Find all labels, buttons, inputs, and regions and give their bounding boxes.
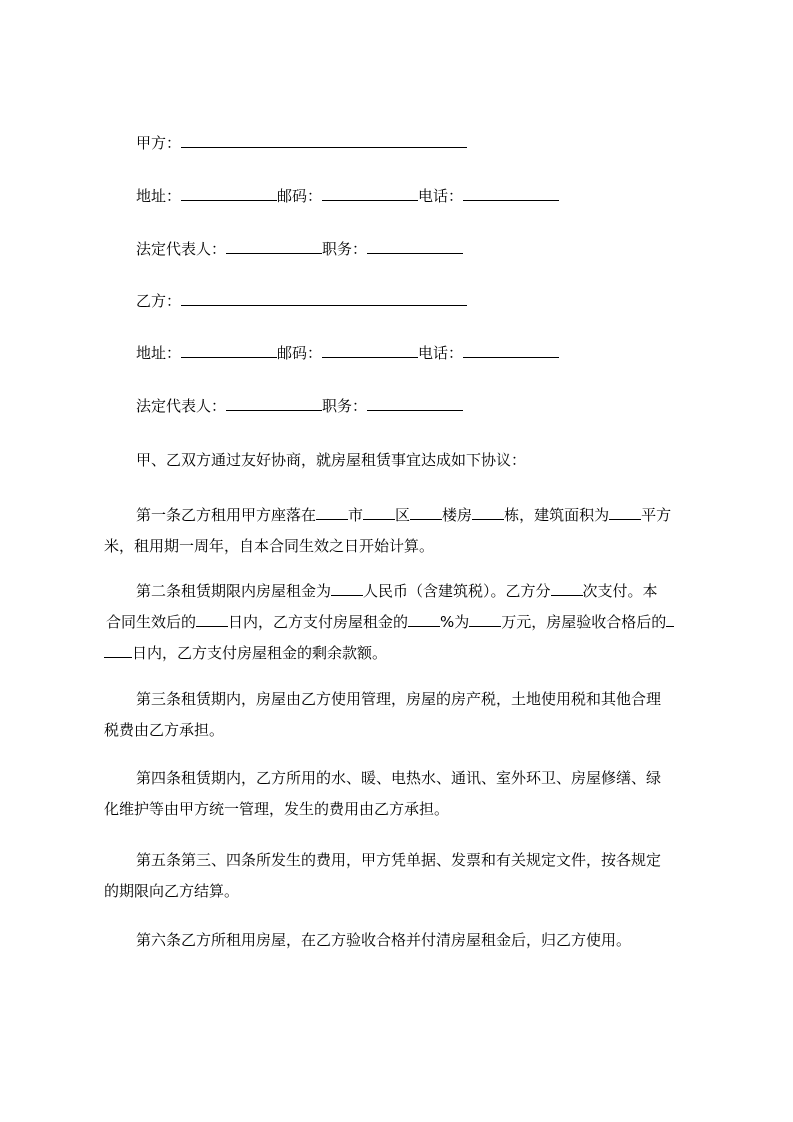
article-2-blank-installments — [551, 581, 583, 596]
party-b-postcode-blank — [322, 343, 418, 358]
party-b-position-blank — [367, 396, 463, 411]
article-1-text-3: 区 — [395, 506, 411, 524]
party-a-rep-line — [136, 239, 463, 259]
party-a-legal-rep-blank — [226, 239, 322, 254]
party-b-address-blank — [181, 343, 277, 358]
article-2-blank-rent — [331, 581, 363, 596]
intro-text: 甲、乙双方通过友好协商，就房屋租赁事宜达成如下协议： — [136, 451, 527, 469]
article-1-text-6: 平方 — [641, 506, 672, 524]
article-2-text-4: 合同生效后的 — [106, 613, 197, 631]
article-2-text-3: 次支付。本 — [582, 582, 658, 600]
article-3-line-1: 第三条租赁期内，房屋由乙方使用管理，房屋的房产税，土地使用税和其他合理 — [136, 690, 662, 708]
party-b-rep-line — [136, 396, 463, 416]
article-6 — [104, 925, 704, 956]
article-4-line-2: 化维护等由甲方统一管理，发生的费用由乙方承担。 — [104, 800, 450, 818]
article-1-blank-block — [472, 505, 504, 520]
article-3-line-2: 税费由乙方承担。 — [104, 721, 225, 739]
article-2-blank-days — [196, 612, 228, 627]
party-b-label: 乙方： — [136, 292, 182, 310]
article-1-blank-building — [410, 505, 442, 520]
article-2-text-5: 日内，乙方支付房屋租金的 — [228, 613, 409, 631]
party-a-legal-rep-label: 法定代表人： — [136, 240, 227, 258]
article-3 — [104, 684, 704, 746]
party-b-phone-blank — [463, 343, 559, 358]
party-a-blank — [181, 133, 467, 148]
article-2-blank-amount — [469, 612, 501, 627]
article-2-blank-percent — [408, 612, 440, 627]
article-2-line-1 — [104, 576, 704, 607]
article-1-blank-city — [316, 505, 348, 520]
article-1-text-4: 楼房 — [442, 506, 473, 524]
party-a-label: 甲方： — [136, 134, 182, 152]
party-b-address-label: 地址： — [136, 344, 182, 362]
article-2-blank-days-2b — [104, 643, 132, 658]
article-1-blank-area — [609, 505, 641, 520]
article-1-text-2: 市 — [348, 506, 364, 524]
article-2-blank-days-2a — [666, 612, 674, 627]
party-b-line — [136, 291, 467, 311]
article-1-line-1 — [104, 500, 704, 531]
party-a-position-blank — [367, 239, 463, 254]
party-b-phone-label: 电话： — [418, 344, 464, 362]
article-1-text-1: 第一条乙方租用甲方座落在 — [136, 506, 317, 524]
article-5-line-2: 的期限向乙方结算。 — [104, 882, 240, 900]
party-a-postcode-blank — [322, 186, 418, 201]
party-a-address-blank — [181, 186, 277, 201]
party-b-address-line — [136, 343, 559, 363]
article-1 — [104, 500, 704, 562]
party-a-address-line — [136, 186, 559, 206]
article-4-line-1: 第四条租赁期内，乙方所用的水、暖、电热水、通讯、室外环卫、房屋修缮、绿 — [136, 769, 662, 787]
party-b-position-label: 职务： — [322, 397, 368, 415]
party-b-postcode-label: 邮码： — [277, 344, 323, 362]
party-a-phone-blank — [463, 186, 559, 201]
party-a-address-label: 地址： — [136, 187, 182, 205]
article-1-line-2: 米，租用期一周年，自本合同生效之日开始计算。 — [104, 537, 435, 555]
article-5-line-1: 第五条第三、四条所发生的费用，甲方凭单据、发票和有关规定文件，按各规定 — [136, 851, 662, 869]
party-a-phone-label: 电话： — [418, 187, 464, 205]
party-b-blank — [181, 291, 467, 306]
article-4 — [104, 763, 704, 825]
article-1-blank-district — [363, 505, 395, 520]
article-2-text-1: 第二条租赁期限内房屋租金为 — [136, 582, 332, 600]
party-a-line — [136, 133, 467, 153]
article-2 — [104, 576, 704, 669]
party-b-legal-rep-label: 法定代表人： — [136, 397, 227, 415]
article-6-line-1: 第六条乙方所租用房屋，在乙方验收合格并付清房屋租金后，归乙方使用。 — [136, 931, 632, 949]
party-a-position-label: 职务： — [322, 240, 368, 258]
article-2-text-8: 日内，乙方支付房屋租金的剩余款额。 — [132, 644, 388, 662]
party-b-legal-rep-blank — [226, 396, 322, 411]
article-2-line-3 — [104, 638, 704, 669]
article-2-text-6: %为 — [440, 613, 470, 631]
article-2-text-2: 人民币（含建筑税）。乙方分 — [363, 582, 551, 600]
party-a-postcode-label: 邮码： — [277, 187, 323, 205]
article-1-text-5: 栋，建筑面积为 — [504, 506, 610, 524]
article-2-text-7: 万元，房屋验收合格后的 — [501, 613, 667, 631]
article-2-line-2 — [104, 607, 704, 638]
article-5 — [104, 845, 704, 907]
